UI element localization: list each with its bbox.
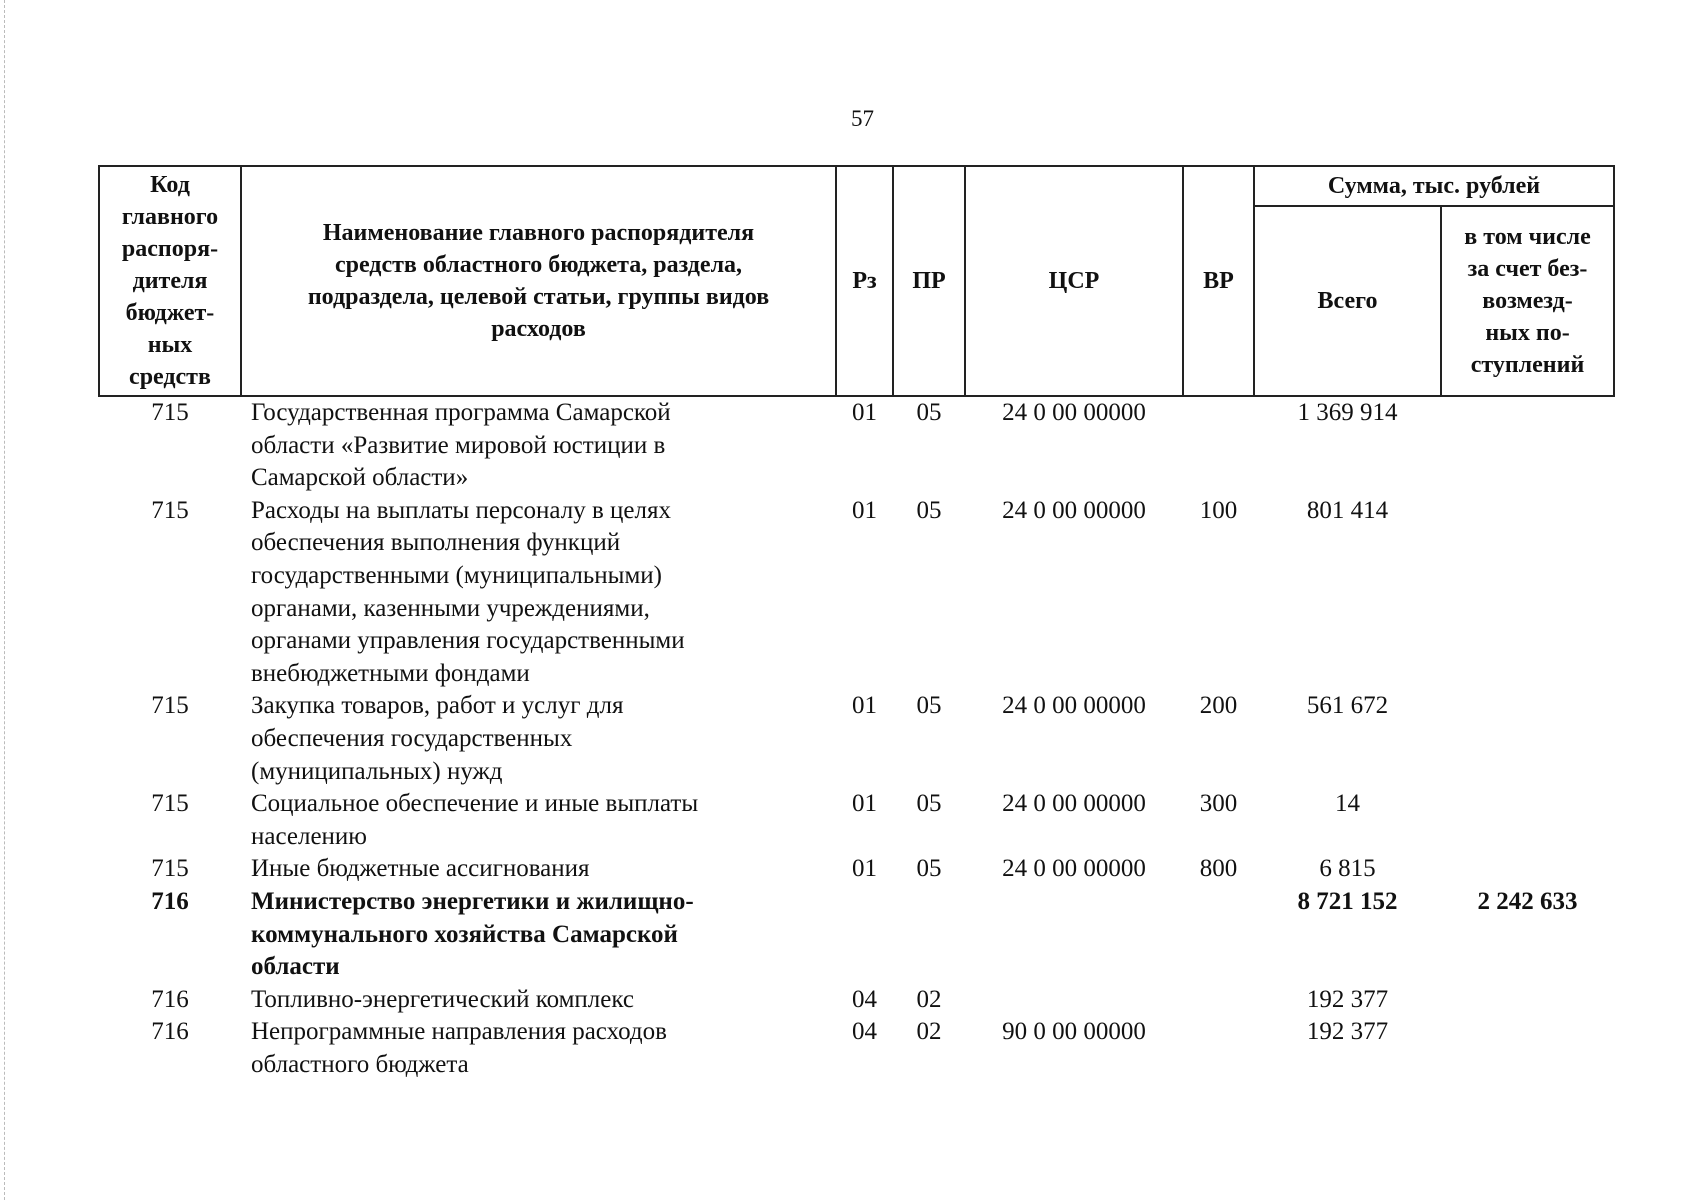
cell-pr: 05 (916, 496, 942, 524)
cell-total: 8 721 152 (1297, 887, 1398, 915)
cell-rz: 01 (852, 692, 877, 720)
cell-pr: 05 (916, 790, 942, 818)
table-row (99, 495, 1614, 691)
cell-pr: 05 (916, 855, 942, 883)
cell-name: Иные бюджетные ассигнования (251, 855, 590, 883)
cell-incl (1441, 690, 1614, 788)
cell-csr: 24 0 00 00000 (1002, 399, 1146, 426)
cell-total: 192 377 (1306, 1018, 1389, 1046)
cell-rz: 04 (852, 1018, 877, 1046)
cell-total: 192 377 (1306, 985, 1389, 1013)
cell-csr (965, 886, 1183, 984)
cell-incl (1441, 853, 1614, 886)
table-row (99, 690, 1614, 788)
cell-incl: 2 242 633 (1477, 887, 1578, 915)
cell-code: 715 (151, 692, 189, 720)
cell-total: 801 414 (1306, 496, 1389, 524)
cell-total: 561 672 (1306, 692, 1389, 720)
cell-pr: 02 (916, 1018, 942, 1046)
cell-incl (1441, 788, 1614, 853)
cell-vr (1183, 984, 1254, 1017)
header-csr: ЦСР (965, 166, 1183, 396)
cell-rz: 01 (852, 855, 877, 883)
cell-vr (1183, 396, 1254, 495)
cell-csr (965, 984, 1183, 1017)
table-row (99, 1016, 1614, 1081)
header-total: Всего (1254, 206, 1441, 396)
cell-name: Социальное обеспечение и иные выплаты населению (251, 790, 699, 850)
cell-pr: 05 (916, 399, 942, 426)
page-number: 57 (851, 106, 874, 131)
header-incl: в том числе за счет без- возмезд- ных по- ступлений (1441, 206, 1614, 396)
cell-name: Непрограммные направления расходов областного бюджета (251, 1018, 667, 1078)
cell-name: Министерство энергетики и жилищно- коммунального хозяйства Самарской области (251, 887, 694, 981)
cell-incl (1441, 495, 1614, 691)
cell-csr: 24 0 00 00000 (1002, 496, 1146, 524)
cell-pr: 05 (916, 692, 942, 720)
cell-rz: 01 (852, 790, 877, 818)
cell-vr: 100 (1199, 496, 1238, 524)
cell-vr: 300 (1199, 790, 1238, 818)
cell-code: 716 (151, 887, 189, 915)
cell-vr (1183, 1016, 1254, 1081)
cell-name: Закупка товаров, работ и услуг для обеспечения государственных (муниципальных) нужд (251, 692, 624, 785)
cell-pr: 02 (916, 985, 942, 1013)
scan-edge (4, 0, 5, 1200)
cell-total: 14 (1335, 790, 1360, 818)
cell-rz: 01 (852, 399, 877, 426)
cell-total: 6 815 (1319, 855, 1376, 883)
cell-csr: 90 0 00 00000 (1002, 1018, 1146, 1046)
cell-csr: 24 0 00 00000 (1002, 692, 1146, 720)
header-pr: ПР (893, 166, 965, 396)
table-row (99, 788, 1614, 853)
table-row (99, 886, 1614, 984)
cell-code: 716 (151, 1018, 189, 1046)
cell-rz (836, 886, 893, 984)
cell-code: 715 (151, 399, 189, 426)
cell-vr: 800 (1199, 855, 1238, 883)
cell-vr: 200 (1199, 692, 1238, 720)
header-vr: ВР (1183, 166, 1254, 396)
table-row (99, 984, 1614, 1017)
header-sum: Сумма, тыс. рублей (1254, 166, 1614, 206)
cell-vr (1183, 886, 1254, 984)
cell-code: 716 (151, 985, 189, 1013)
header-code: Код главного распоря- дителя бюджет- ных средств (99, 166, 241, 396)
cell-rz: 04 (852, 985, 877, 1013)
cell-csr: 24 0 00 00000 (1002, 855, 1146, 883)
cell-rz: 01 (852, 496, 877, 524)
cell-incl (1441, 396, 1614, 495)
cell-incl (1441, 1016, 1614, 1081)
cell-code: 715 (151, 496, 189, 524)
budget-table (98, 165, 1615, 1081)
cell-total: 1 369 914 (1297, 399, 1398, 426)
header-name: Наименование главного распорядителя средств областного бюджета, раздела, подраздела, целевой статьи, группы видов расходов (241, 166, 836, 396)
header-rz: Рз (836, 166, 893, 396)
cell-name: Расходы на выплаты персоналу в целях обеспечения выполнения функций государственными (муниципальными) органами, казенными учреждениями, органами управления государственными внебюджетными фондами (251, 496, 685, 687)
cell-pr (893, 886, 965, 984)
table-row (99, 396, 1614, 495)
cell-code: 715 (151, 855, 189, 883)
cell-incl (1441, 984, 1614, 1017)
table-row (99, 853, 1614, 886)
cell-name: Топливно-энергетический комплекс (251, 985, 634, 1013)
cell-code: 715 (151, 790, 189, 818)
table-body (99, 396, 1614, 1081)
cell-name: Государственная программа Самарской области «Развитие мировой юстиции в Самарской области» (251, 399, 671, 492)
cell-csr: 24 0 00 00000 (1002, 790, 1146, 818)
